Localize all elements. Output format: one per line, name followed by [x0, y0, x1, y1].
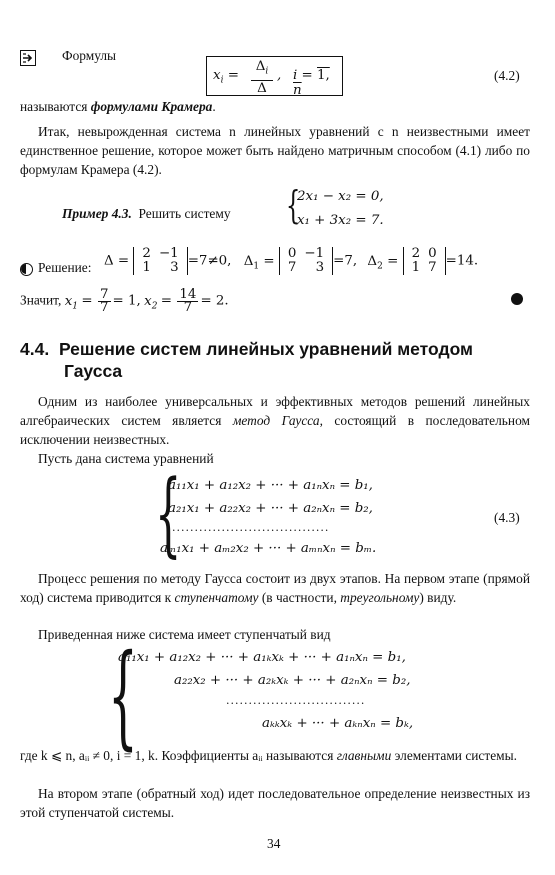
page-number: 34	[267, 836, 281, 851]
det-delta2: 2 0 1 7	[403, 247, 446, 275]
paragraph-back-substitution: На втором этапе (обратный ход) идет последовательное определение неизвестных из этой ступенчатой системы.	[20, 786, 530, 820]
system2-row-1: a₁₁x₁ + a₁₂x₂ + ··· + a₁ₖxₖ + ··· + a₁ₙxₙ = b₁,	[118, 650, 406, 665]
section-heading: 4.4. Решение систем линейных уравнений методом Гаусса	[20, 339, 473, 381]
system1-row-m: aₘ₁x₁ + aₘ₂x₂ + ··· + aₘₙxₙ = bₘ.	[160, 541, 377, 556]
paragraph-main-elements: где k ⩽ n, aᵢᵢ ≠ 0, i = 1, k. Коэффициенты aᵢᵢ называются главными элементами системы.	[20, 748, 517, 763]
solution-label: Решение:	[38, 260, 92, 275]
system1-brace: {	[155, 460, 182, 567]
cramer-lhs: $x_i$ =	[213, 68, 239, 86]
paragraph-gauss-stages: Процесс решения по методу Гаусса состоит из двух этапов. На первом этапе (прямой ход) система приводится к ступенчатому (в частности, треугольному) виду.	[20, 571, 530, 605]
eq-number-4-2: (4.2)	[494, 68, 520, 83]
example-eq2: x₁ + 3x₂ = 7.	[297, 213, 384, 228]
system1-row-1: a₁₁x₁ + a₁₂x₂ + ··· + a₁ₙxₙ = b₁,	[168, 478, 373, 493]
solution-icon	[20, 263, 33, 276]
system1-row-2: a₂₁x₁ + a₂₂x₂ + ··· + a₂ₙxₙ = b₂,	[168, 501, 373, 516]
eq-number-4-3: (4.3)	[494, 510, 520, 525]
conclusion-line: Значит, $x_1$ = $\frac{7}{7}$ = 1, $x_2$ = $\frac{14}{7}$ = 2.	[20, 287, 229, 315]
cramer-fraction: $\Delta_i$ Δ	[251, 59, 273, 97]
system2-row-dots: ...............................	[226, 694, 366, 707]
example-system-brace: {	[285, 183, 301, 227]
paragraph-cramer-def: называются формулами Крамера.	[20, 99, 216, 114]
system2-row-2: a₂₂x₂ + ··· + a₂ₖxₖ + ··· + a₂ₙxₙ = b₂,	[174, 673, 411, 688]
cramer-comma: ,	[277, 68, 282, 83]
example-label: Пример 4.3. Решить систему	[62, 206, 231, 221]
example-eq1: 2x₁ − x₂ = 0,	[297, 189, 384, 204]
solution-determinants: Δ = 2 −1 1 3 =7≠0, $\Delta_1$ = 0 −1 7 3 =7, $\Delta_2$ = 2 0 1 7 =14.	[104, 246, 479, 275]
system2-row-k: aₖₖxₖ + ··· + aₖₙxₙ = bₖ,	[262, 716, 414, 731]
end-of-solution-mark	[511, 293, 523, 305]
paragraph-gauss-intro: Одним из наиболее универсальных и эффективных методов решений линейных алгебраических систем является метод Гаусса, состоящий в последовательном исключении неизвестных.	[20, 394, 530, 447]
det-delta: 2 −1 1 3	[133, 247, 187, 275]
cramer-range: i = 1, n	[293, 68, 330, 98]
formula-icon	[20, 50, 36, 66]
paragraph-summary: Итак, невырожденная система n линейных уравнений с n неизвестными имеет единственное решение, которое может быть найдено матричным способом (4.1) либо по формулам Крамера (4.2).	[20, 124, 530, 177]
paragraph-step-system: Приведенная ниже система имеет ступенчатый вид	[38, 627, 331, 642]
paragraph-given-system: Пусть дана система уравнений	[38, 451, 214, 466]
cramer-formula-box	[206, 56, 343, 96]
system1-row-dots: ...................................	[172, 521, 330, 534]
formulas-label: Формулы	[62, 48, 117, 63]
system2-brace: {	[108, 631, 138, 761]
arrow-icon	[21, 51, 35, 65]
det-delta1: 0 −1 7 3	[279, 247, 333, 275]
